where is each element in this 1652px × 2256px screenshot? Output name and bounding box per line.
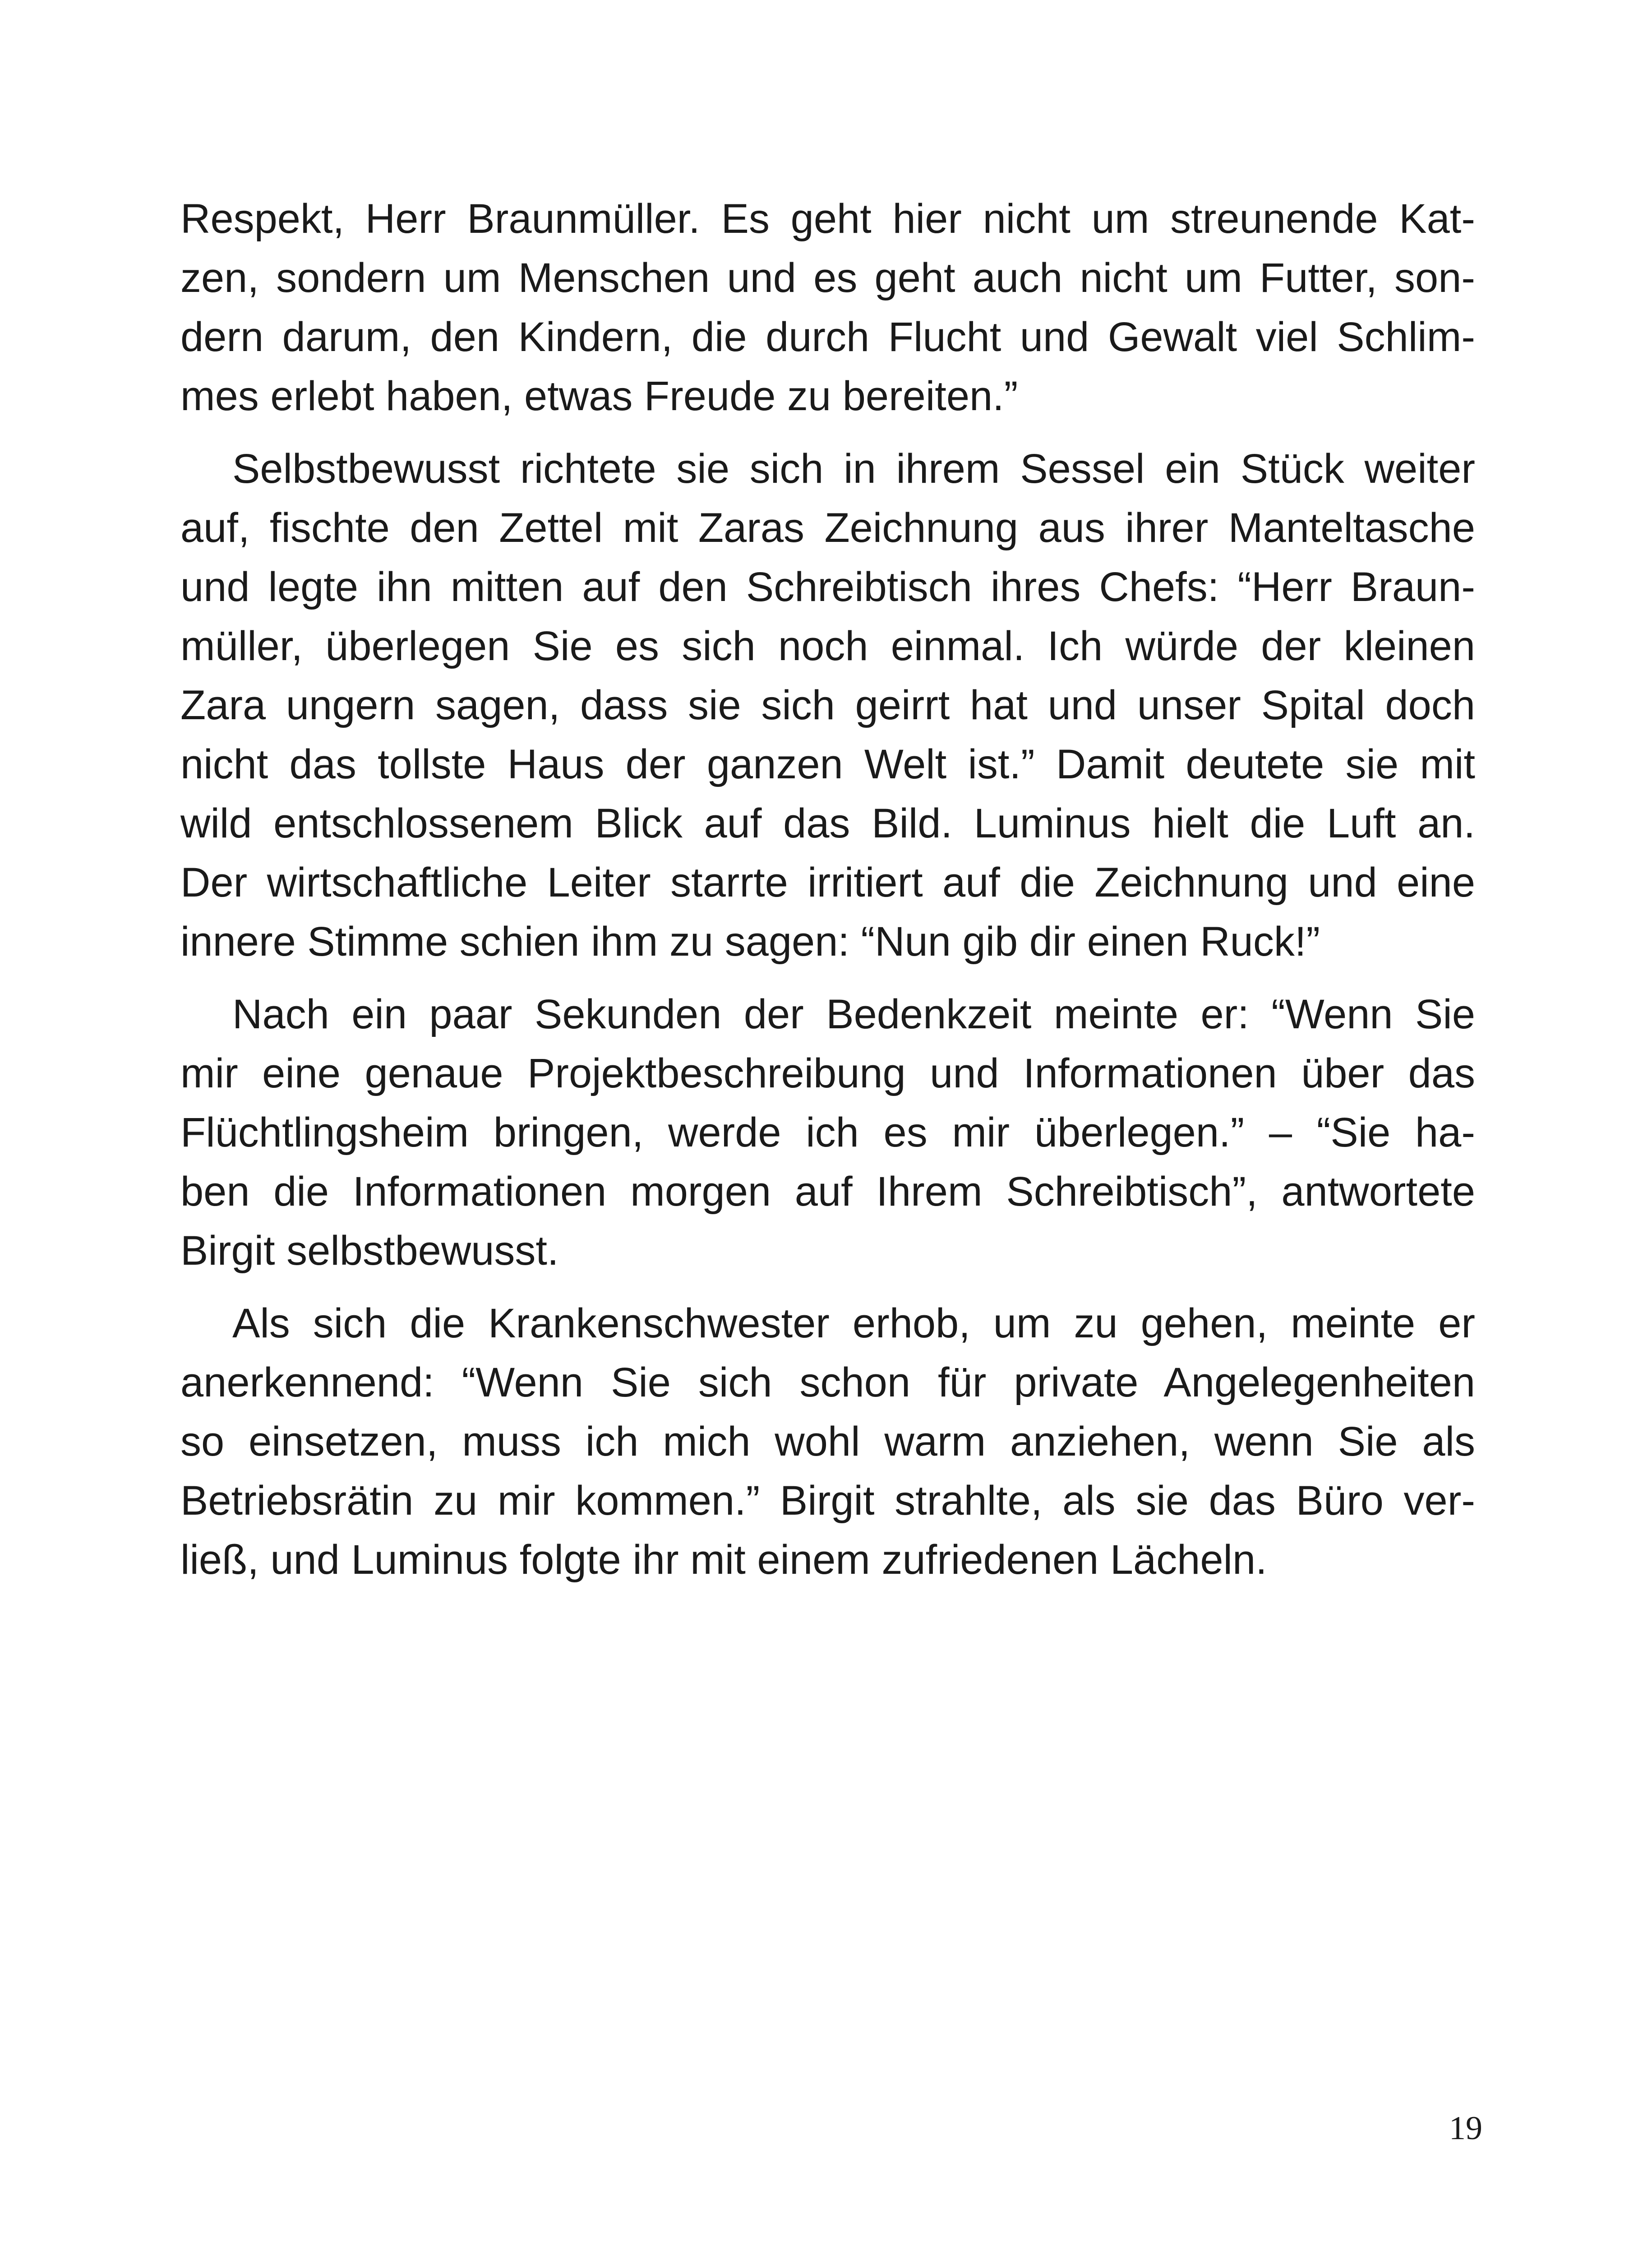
text-line: müller, überlegen Sie es sich noch einmal. Ich würde der kleinen — [180, 623, 1475, 669]
text-line: Als sich die Krankenschwester erhob, um zu gehen, meinte er — [232, 1300, 1475, 1346]
text-line: mes erlebt haben, etwas Freude zu bereiten.” — [180, 373, 1018, 419]
text-line: dern darum, den Kindern, die durch Flucht und Gewalt viel Schlim- — [180, 314, 1475, 360]
text-line: Nach ein paar Sekunden der Bedenkzeit meinte er: “Wenn Sie — [232, 991, 1475, 1037]
paragraph — [180, 439, 1475, 971]
paragraph — [180, 1294, 1475, 1590]
text-line: nicht das tollste Haus der ganzen Welt ist.” Damit deutete sie mit — [180, 741, 1475, 787]
page-number: 19 — [1449, 2110, 1482, 2147]
paragraph — [180, 985, 1475, 1281]
text-line: anerkennend: “Wenn Sie sich schon für private Angelegenheiten — [180, 1359, 1475, 1405]
text-line: auf, fischte den Zettel mit Zaras Zeichnung aus ihrer Manteltasche — [180, 505, 1475, 551]
text-line: zen, sondern um Menschen und es geht auch nicht um Futter, son- — [180, 255, 1475, 301]
text-line: wild entschlossenem Blick auf das Bild. Luminus hielt die Luft an. — [180, 800, 1475, 846]
text-line: Der wirtschaftliche Leiter starrte irritiert auf die Zeichnung und eine — [180, 860, 1475, 906]
text-line: Selbstbewusst richtete sie sich in ihrem Sessel ein Stück weiter — [232, 446, 1475, 492]
body-text — [180, 190, 1475, 1603]
text-line: Birgit selbstbewusst. — [180, 1228, 559, 1274]
text-line: Zara ungern sagen, dass sie sich geirrt hat und unser Spital doch — [180, 682, 1475, 728]
paragraph — [180, 190, 1475, 426]
text-line: Flüchtlingsheim bringen, werde ich es mir überlegen.” – “Sie ha- — [180, 1110, 1475, 1156]
text-line: Respekt, Herr Braunmüller. Es geht hier nicht um streunende Kat- — [180, 196, 1475, 242]
text-line: innere Stimme schien ihm zu sagen: “Nun gib dir einen Ruck!” — [180, 919, 1320, 965]
text-line: so einsetzen, muss ich mich wohl warm anziehen, wenn Sie als — [180, 1419, 1475, 1465]
text-line: mir eine genaue Projektbeschreibung und Informationen über das — [180, 1050, 1475, 1096]
text-line: ben die Informationen morgen auf Ihrem Schreibtisch”, antwortete — [180, 1169, 1475, 1215]
text-line: Betriebsrätin zu mir kommen.” Birgit strahlte, als sie das Büro ver- — [180, 1478, 1475, 1524]
text-line: ließ, und Luminus folgte ihr mit einem zufriedenen Lächeln. — [180, 1537, 1267, 1583]
text-line: und legte ihn mitten auf den Schreibtisch ihres Chefs: “Herr Braun- — [180, 564, 1475, 610]
